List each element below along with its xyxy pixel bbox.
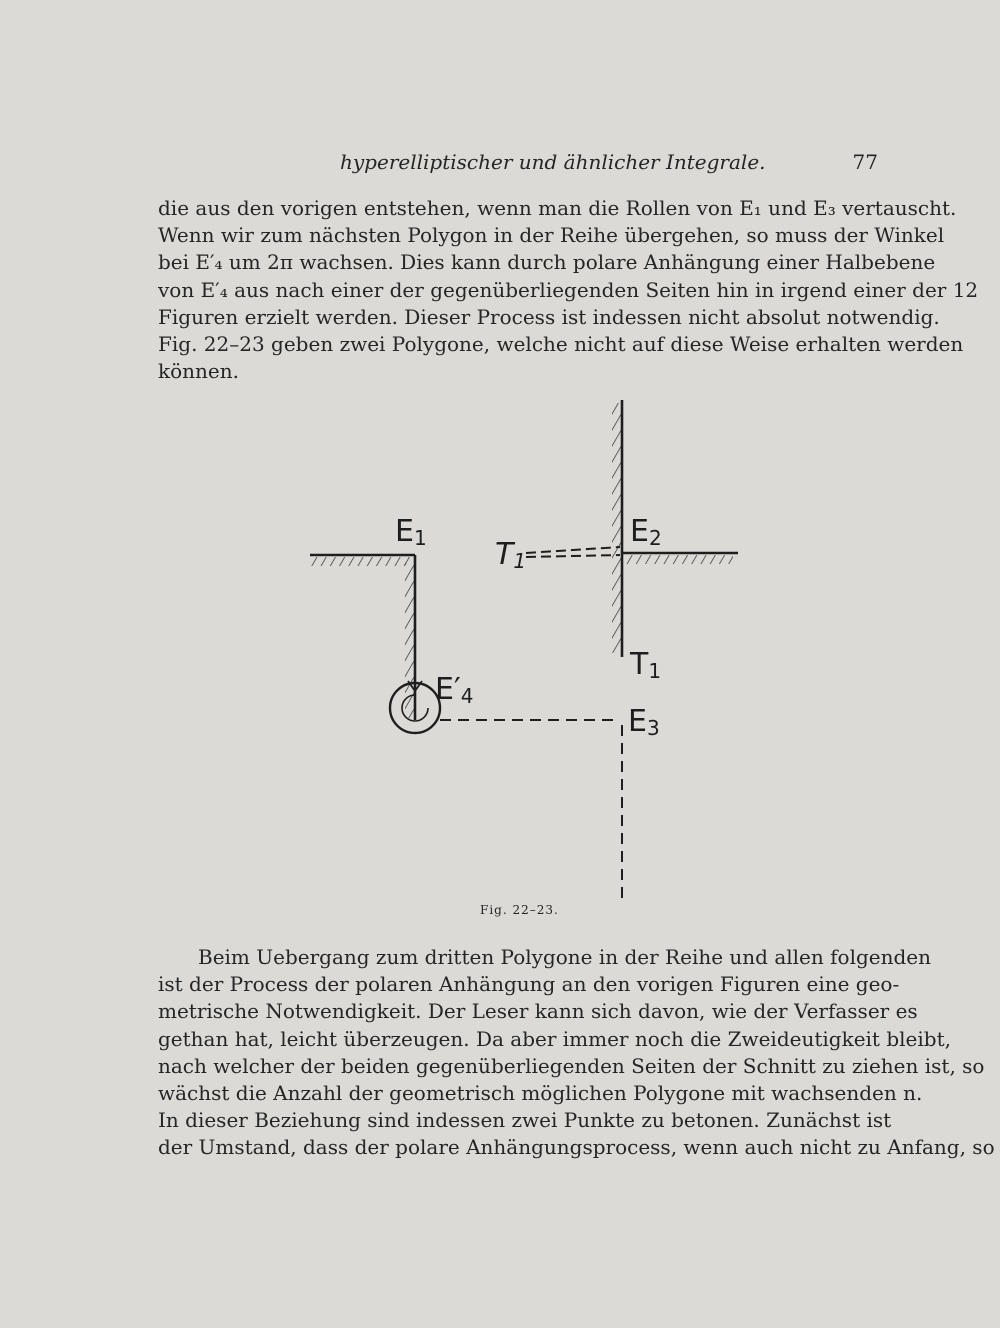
- running-title: hyperelliptischer und ähnlicher Integrale.: [340, 150, 766, 174]
- text-line: wächst die Anzahl der geometrisch möglichen Polygone mit wachsenden n.: [158, 1080, 923, 1105]
- running-head: [158, 150, 882, 180]
- text-line: In dieser Beziehung sind indessen zwei Punkte zu betonen. Zunächst ist: [158, 1108, 892, 1133]
- left-polygon: [310, 555, 622, 900]
- text-line: der Umstand, dass der polare Anhängungsprocess, wenn auch nicht zu Anfang, so: [158, 1135, 995, 1160]
- label-e4-prime: $E'_4$: [435, 672, 474, 708]
- text-line: Wenn wir zum nächsten Polygon in der Reihe übergehen, so muss der Winkel: [158, 223, 945, 248]
- label-e2: $E_2$: [630, 514, 662, 550]
- label-t1-right: $T_1$: [630, 647, 662, 683]
- hatch-left-horizontal: [310, 557, 410, 566]
- text-line: ist der Process der polaren Anhängung an den vorigen Figuren eine geo-: [158, 972, 900, 997]
- text-line: Beim Uebergang zum dritten Polygone in der Reihe und allen folgenden: [198, 945, 932, 969]
- dashed-line-t1-upper: [526, 547, 620, 553]
- text-line: nach welcher der beiden gegenüberliegenden Seiten der Schnitt zu ziehen ist, so: [158, 1053, 985, 1078]
- hatch-right-horizontal: [625, 555, 733, 564]
- page-number: 77: [852, 150, 878, 174]
- text-line: Figuren erzielt werden. Dieser Process ist indessen nicht absolut notwendig.: [158, 304, 940, 329]
- paragraph-1: [158, 195, 979, 385]
- hatch-right-vertical: [612, 403, 621, 653]
- label-e3: $E_3$: [628, 704, 660, 740]
- figure-22-23: [290, 395, 760, 910]
- figure-diagram: [290, 395, 760, 910]
- dashed-line-t1-lower: [526, 555, 620, 557]
- figure-caption: Fig. 22–23.: [480, 903, 559, 917]
- text-line: bei E′₄ um 2π wachsen. Dies kann durch polare Anhängung einer Halbebene: [158, 250, 936, 275]
- label-e1: $E_1$: [395, 514, 427, 550]
- text-line: Fig. 22–23 geben zwei Polygone, welche nicht auf diese Weise erhalten werden: [158, 331, 964, 356]
- text-line: von E′₄ aus nach einer der gegenüberliegenden Seiten hin in irgend einer der 12: [158, 277, 979, 302]
- text-line: metrische Notwendigkeit. Der Leser kann sich davon, wie der Verfasser es: [158, 999, 918, 1024]
- label-t1-left: $T_1$: [495, 537, 527, 573]
- paragraph-2: [158, 944, 995, 1162]
- text-line: die aus den vorigen entstehen, wenn man die Rollen von E₁ und E₃ vertauscht.: [158, 196, 957, 220]
- text-line: gethan hat, leicht überzeugen. Da aber immer noch die Zweideutigkeit bleibt,: [158, 1026, 951, 1051]
- text-line: können.: [158, 359, 239, 384]
